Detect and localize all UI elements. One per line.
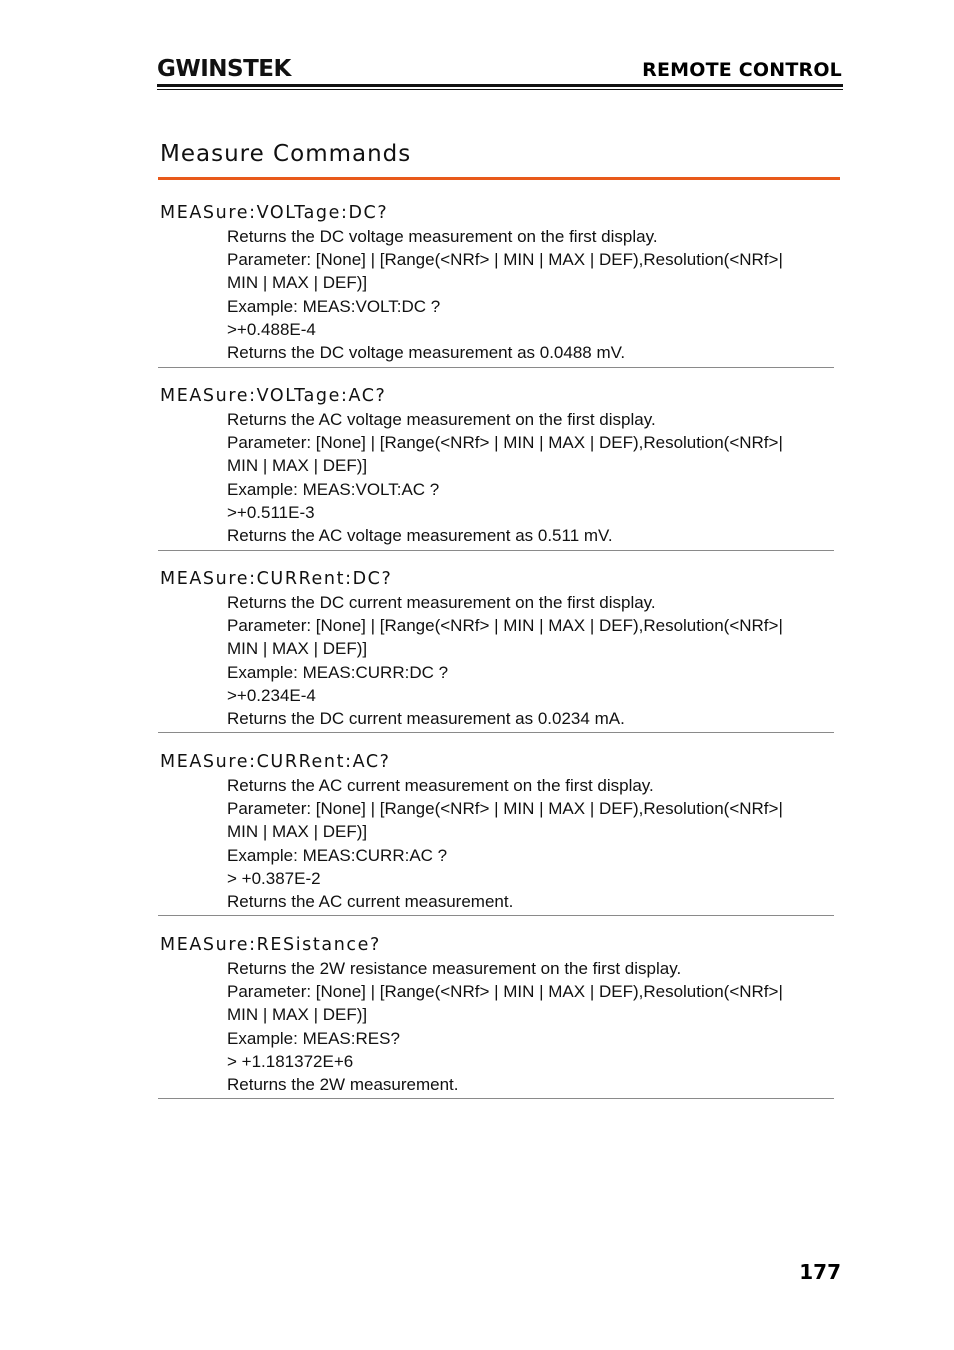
command-block <box>158 384 834 547</box>
command-name: MEASure:CURRent:AC? <box>160 752 391 772</box>
response-line: >+0.234E-4 <box>227 685 316 705</box>
svg-text:GWINSTEK: GWINSTEK <box>157 56 291 82</box>
command-block <box>158 567 834 730</box>
parameter-line-cont: MIN | MAX | DEF)] <box>227 1005 368 1025</box>
result-line: Returns the AC voltage measurement as 0.511 mV. <box>227 525 613 545</box>
command-description <box>227 774 834 913</box>
response-line: > +1.181372E+6 <box>227 1051 354 1071</box>
command-block <box>158 201 834 364</box>
parameter-line-cont: MIN | MAX | DEF)] <box>227 822 368 842</box>
parameter-line: Parameter: [None] | [Range(<NRf> | MIN | MAX | DEF),Resolution(<NRf>| <box>227 250 783 270</box>
command-divider <box>158 732 834 733</box>
command-divider <box>158 915 834 916</box>
command-description <box>227 408 834 547</box>
page-number: 177 <box>799 1260 841 1284</box>
response-line: >+0.511E-3 <box>227 502 315 522</box>
description-line: Returns the AC voltage measurement on the first display. <box>227 410 656 429</box>
command-divider <box>158 1098 834 1099</box>
page-title: Measure Commands <box>160 141 412 167</box>
parameter-line-cont: MIN | MAX | DEF)] <box>227 456 368 476</box>
response-line: >+0.488E-4 <box>227 319 316 339</box>
example-line: Example: MEAS:VOLT:DC ? <box>227 296 441 316</box>
response-line: > +0.387E-2 <box>227 868 321 888</box>
command-name: MEASure:VOLTage:AC? <box>160 386 387 406</box>
parameter-line-cont: MIN | MAX | DEF)] <box>227 639 368 659</box>
command-description <box>227 957 834 1096</box>
parameter-line: Parameter: [None] | [Range(<NRf> | MIN | MAX | DEF),Resolution(<NRf>| <box>227 799 783 819</box>
description-line: Returns the AC current measurement on the first display. <box>227 776 654 795</box>
parameter-line: Parameter: [None] | [Range(<NRf> | MIN | MAX | DEF),Resolution(<NRf>| <box>227 982 783 1002</box>
description-line: Returns the DC current measurement on the first display. <box>227 593 656 612</box>
command-divider <box>158 367 834 368</box>
command-description <box>227 591 834 730</box>
header-rule <box>157 84 843 87</box>
command-divider <box>158 550 834 551</box>
command-name: MEASure:CURRent:DC? <box>160 569 393 589</box>
example-line: Example: MEAS:CURR:AC ? <box>227 845 448 865</box>
parameter-line: Parameter: [None] | [Range(<NRf> | MIN | MAX | DEF),Resolution(<NRf>| <box>227 433 783 453</box>
command-name: MEASure:RESistance? <box>160 935 381 955</box>
example-line: Example: MEAS:RES? <box>227 1028 400 1048</box>
result-line: Returns the DC current measurement as 0.0234 mA. <box>227 708 625 728</box>
description-line: Returns the 2W resistance measurement on the first display. <box>227 959 682 978</box>
command-block <box>158 933 834 1096</box>
command-name: MEASure:VOLTage:DC? <box>160 203 389 223</box>
example-line: Example: MEAS:CURR:DC ? <box>227 662 449 682</box>
title-rule <box>158 177 840 180</box>
result-line: Returns the AC current measurement. <box>227 891 514 911</box>
command-description <box>227 225 834 364</box>
result-line: Returns the 2W measurement. <box>227 1074 459 1094</box>
header-rule-thin <box>157 89 843 90</box>
description-line: Returns the DC voltage measurement on the first display. <box>227 227 658 246</box>
parameter-line: Parameter: [None] | [Range(<NRf> | MIN | MAX | DEF),Resolution(<NRf>| <box>227 616 783 636</box>
parameter-line-cont: MIN | MAX | DEF)] <box>227 273 368 293</box>
command-block <box>158 750 834 913</box>
section-label: REMOTE CONTROL <box>642 59 842 81</box>
gwinstek-logo <box>157 54 291 82</box>
result-line: Returns the DC voltage measurement as 0.0488 mV. <box>227 342 626 362</box>
page-header <box>157 54 843 90</box>
example-line: Example: MEAS:VOLT:AC ? <box>227 479 440 499</box>
